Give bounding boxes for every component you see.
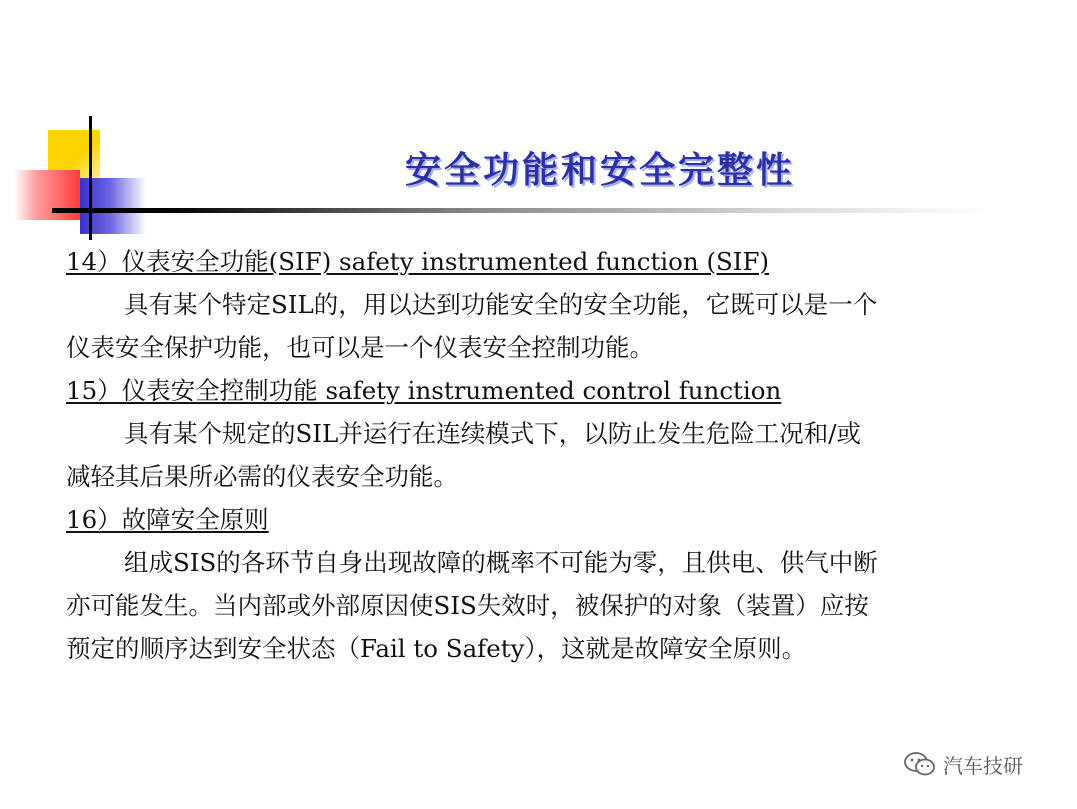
decor-vertical-line xyxy=(89,116,92,240)
item-14-text-line-1: 具有某个特定SIL的，用以达到功能安全的安全功能，它既可以是一个 xyxy=(124,290,878,319)
wechat-icon xyxy=(903,751,937,777)
item-16-text-line-1: 组成SIS的各环节自身出现故障的概率不可能为零，且供电、供气中断 xyxy=(124,548,878,577)
item-16-heading: 16）故障安全原则 xyxy=(66,505,269,534)
item-15-text-line-1: 具有某个规定的SIL并运行在连续模式下，以防止发生危险工况和/或 xyxy=(124,419,861,448)
watermark xyxy=(903,748,1063,780)
item-16-text-line-3: 预定的顺序达到安全状态（Fail to Safety），这就是故障安全原则。 xyxy=(66,634,807,663)
item-14-heading: 14）仪表安全功能(SIF) safety instrumented function (SIF) xyxy=(66,247,770,276)
slide-body xyxy=(66,240,1046,670)
slide-title: 安全功能和安全完整性 xyxy=(404,150,795,191)
watermark-text: 汽车技研 xyxy=(943,753,1023,778)
item-16-text-line-2: 亦可能发生。当内部或外部原因使SIS失效时，被保护的对象（装置）应按 xyxy=(66,591,869,620)
title-underline-rule xyxy=(52,208,987,213)
item-15-text-line-2: 减轻其后果所必需的仪表安全功能。 xyxy=(66,462,458,491)
item-14-text-line-2: 仪表安全保护功能，也可以是一个仪表安全控制功能。 xyxy=(66,333,654,362)
item-15-heading: 15）仪表安全控制功能 safety instrumented control function xyxy=(66,376,782,405)
